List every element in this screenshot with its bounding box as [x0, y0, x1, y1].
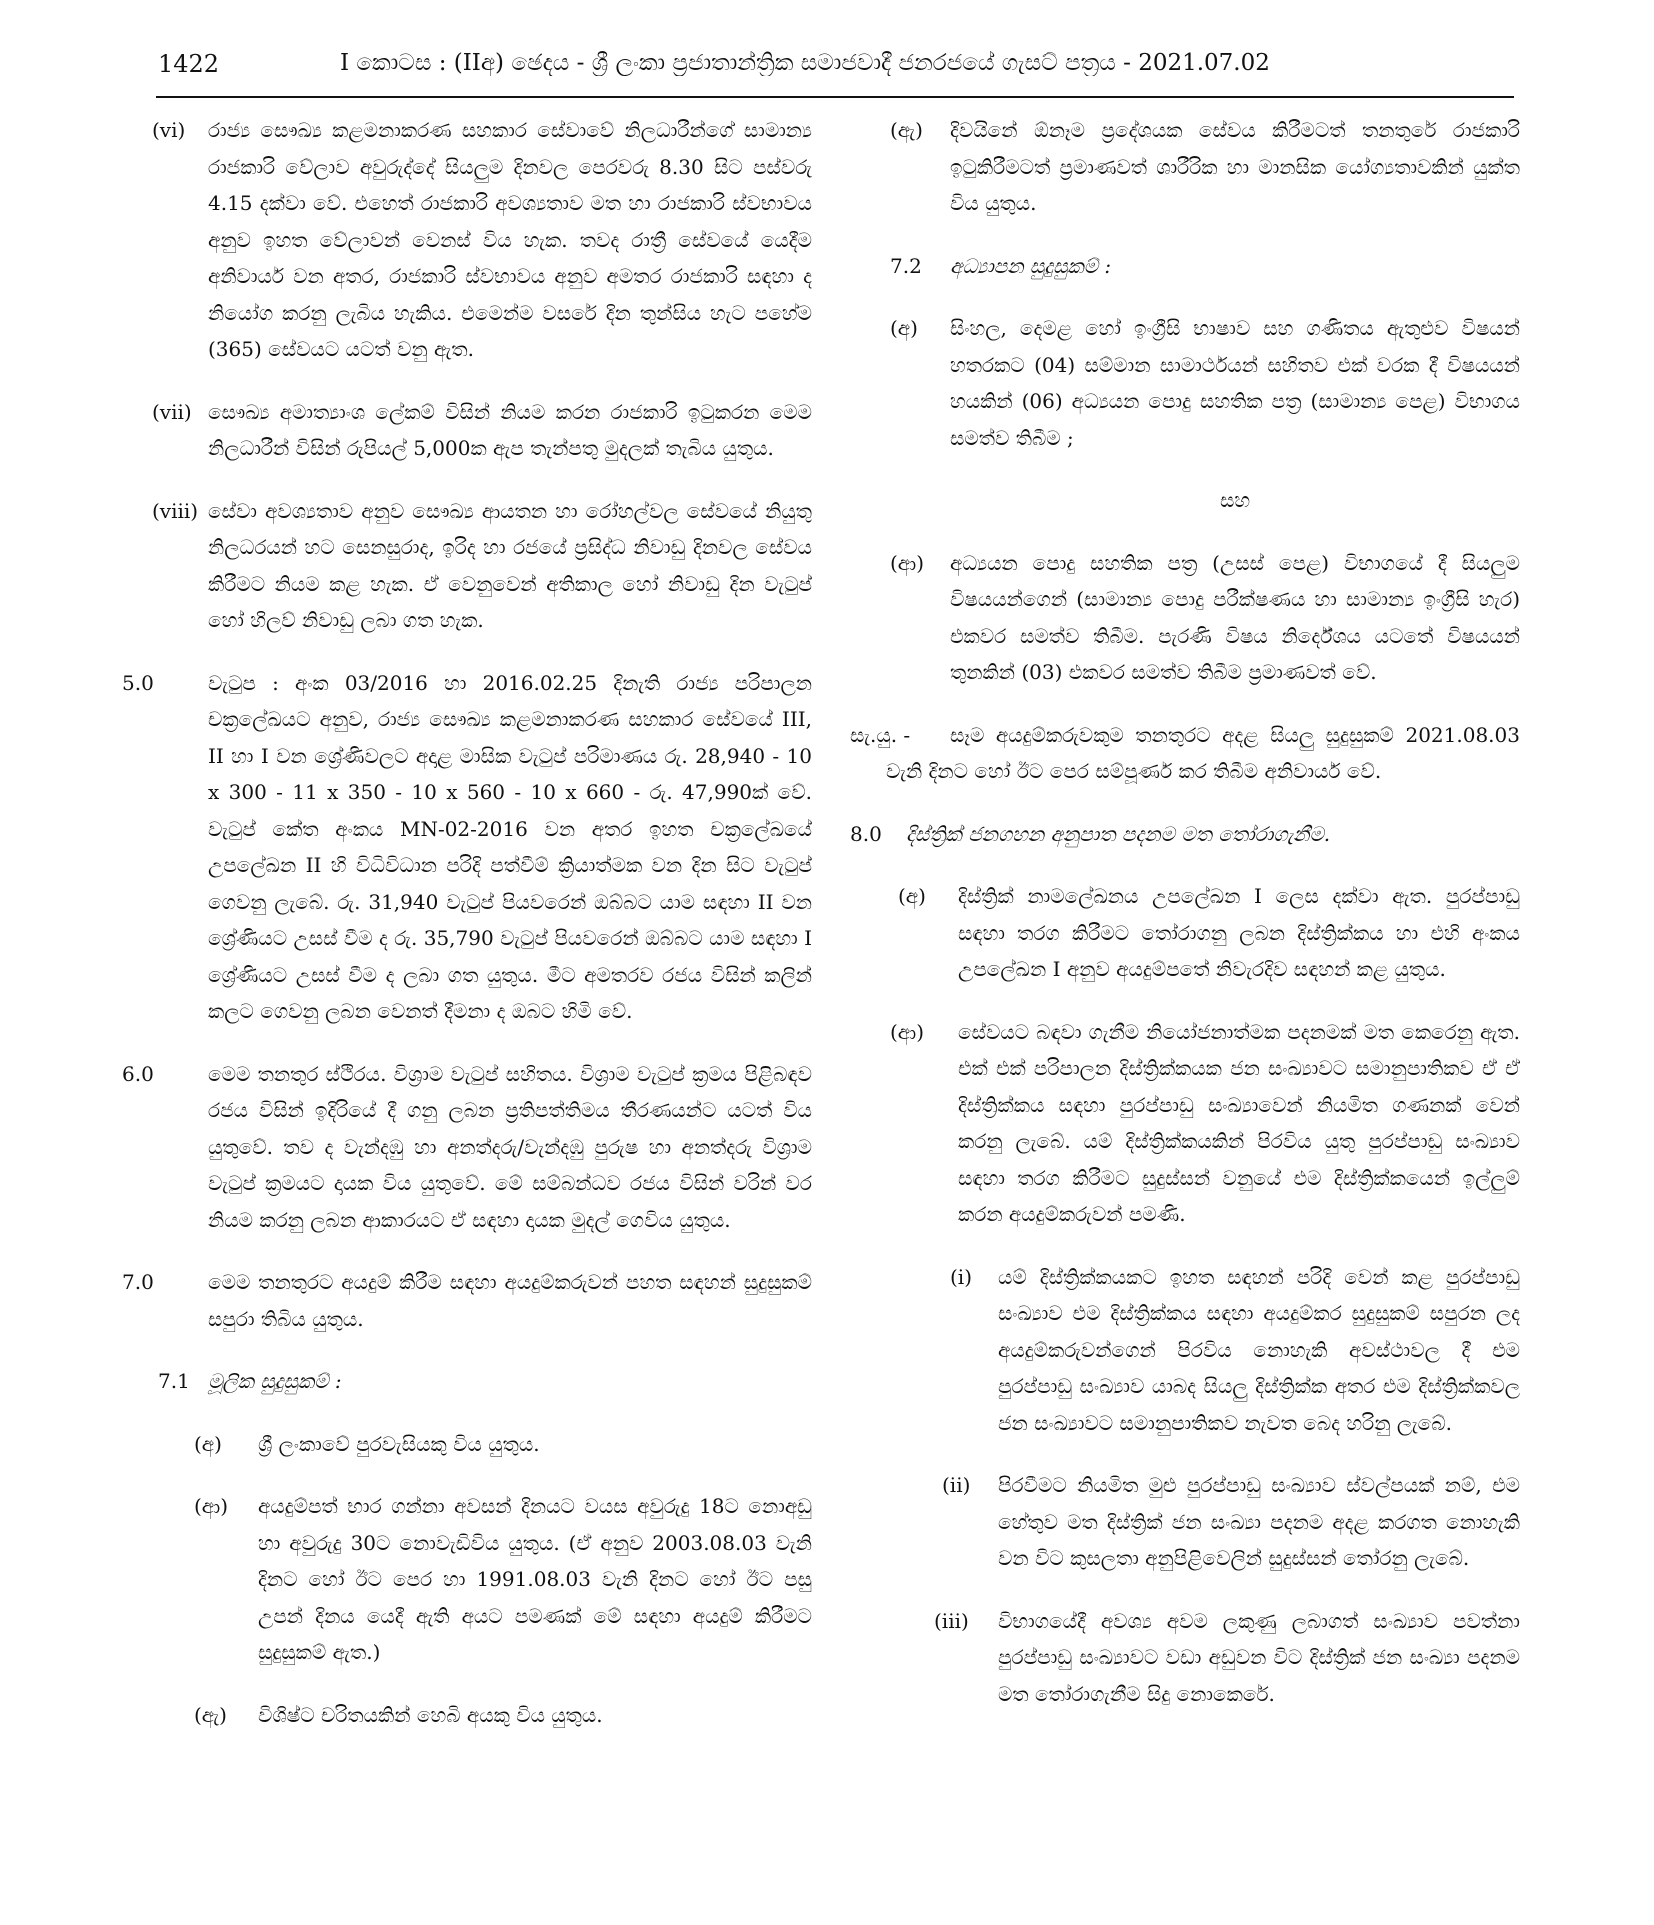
section-number: 6.0 [122, 1061, 154, 1086]
clause-label: (vii) [152, 399, 192, 424]
clause-ae-fitness [850, 112, 1520, 222]
clause-text: දිස්ත්‍රික් නාමලේඛනය උපලේඛන I ලෙස දක්වා ඇත. පුරප්පාඩු සඳහා තරග කිරීමට තෝරාගනු ලබන දිස්ත්‍රික්කය හා එහි අංකය උපලේඛන I අනුව අයදුම්පතේ නිවැරදිව සඳහන් කළ යුතුය. [958, 884, 1520, 981]
section-number: 7.0 [122, 1270, 154, 1294]
clause-label: (ආ) [890, 550, 925, 575]
section-text: වැටුප : අංක 03/2016 හා 2016.02.25 දිනැති රාජ්‍ය පරිපාලන චක්‍රලේඛයට අනුව, රාජ්‍ය සෞඛ්‍ය කළමනාකරණ සහකාර සේවයේ III, II හා I වන ශ්‍රේණිවලට අදාළ මාසික වැටුප් පරිමාණය රු. 28,940 - 10 x 300 - 11 x 350 - 10 x 560 - 10 x 660 - රු. 47,990ක් වේ. වැටුප් කේත අංකය MN-02-2016 වන අතර ඉහත චක්‍රලේඛයේ උපලේඛන II හි විධිවිධාන පරිදි පත්වීම් ක්‍රියාත්මක වන දින සිට වැටුප් ගෙවනු ලැබේ. රු. 31,940 වැටුප් පියවරෙන් ඔබ්බට යාම සඳහා II වන ශ්‍රේණියට උසස් වීම ද රු. 35,790 වැටුප් පියවරෙන් ඔබ්බට යාම සඳහා I ශ්‍රේණියට උසස් වීම ද ලබා ගත යුතුය. මීට අමතරව රජය විසින් කලින් කලට ගෙවනු ලබන වෙනත් දීමනා ද ඔබට හිමි වේ. [208, 670, 812, 1023]
subclause-iii [850, 1603, 1520, 1713]
clause-label: (vi) [152, 118, 186, 142]
left-column [122, 112, 812, 1759]
page-header [156, 44, 1514, 98]
section-7-1-basic [152, 1363, 812, 1400]
clause-text: සෞඛ්‍ය අමාත්‍යාංශ ලේකම් විසින් නියම කරන රාජකාරි ඉටුකරන මෙම නිලධාරීන් විසින් රුපියල් 5,000ක ඇප තැන්පතු මුදලක් තැබිය යුතුය. [208, 399, 812, 460]
clause-text: රාජ්‍ය සෞඛ්‍ය කළමනාකරණ සහකාර සේවාවේ නිලධාරීන්ගේ සාමාන්‍ය රාජකාරි වේලාව අවුරුද්දේ සියලුම දිනවල පෙරවරු 8.30 සිට පස්වරු 4.15 දක්වා වේ. එහෙත් රාජකාරි අවශ්‍යතාව මත හා රාජකාරි ස්වභාවය අනුව ඉහත වේලාවන් වෙනස් විය හැක. තවද රාත්‍රී සේවයේ යෙදීම අනිවාර්ය වන අතර, රාජකාරි ස්වභාවය අනුව අමතර රාජකාරි සඳහා ද නියෝග කරනු ලැබිය හැකිය. එමෙන්ම වසරේ දින තුන්සිය හැට පහේම (365) සේවයට යටත් වනු ඇත. [208, 118, 812, 361]
clause-label: (viii) [152, 498, 199, 523]
clause-vi [152, 112, 812, 368]
note [850, 717, 1520, 790]
clause-label: (අ) [890, 316, 918, 340]
section-number: 7.2 [890, 253, 922, 278]
subclause-i [850, 1259, 1520, 1442]
clause-text: අධ්‍යයන පොදු සහතික පත්‍ර (උසස් පෙළ) විභාගයේ දී සියලුම විෂයයන්ගෙන් (සාමාන්‍ය පොදු පරීක්ෂණය හා සාමාන්‍ය ඉංග්‍රීසි හැර) එකවර සමත්ව තිබීම. පැරණි විෂය නිර්දේශය යටතේ විෂයයන් තුනකින් (03) එකවර සමත්ව තිබීම ප්‍රමාණවත් වේ. [950, 550, 1520, 684]
clause-aa-representation [850, 1014, 1520, 1233]
clause-text: පිරවීමට නියමිත මුළු පුරප්පාඩු සංඛ්‍යාව ස්වල්පයක් නම්, එම හේතුව මත දිස්ත්‍රික් ජන සංඛ්‍යා පදනම අදළ කරගත නොහැකි වන විට කුසලතා අනුපිළිවෙලින් සුදුස්සන් තෝරනු ලැබේ. [998, 1473, 1520, 1570]
section-number: 8.0 [850, 821, 882, 846]
clause-label: (ආ) [890, 1019, 925, 1044]
section-6-permanent [122, 1056, 812, 1239]
page-number: 1422 [158, 50, 220, 78]
clause-text: සේවා අවශ්‍යතාව අනුව සෞඛ්‍ය ආයතන හා රෝහල්වල සේවයේ නියුතු නිලධරයන් හට සෙනසුරාද, ඉරිද හා රජයේ ප්‍රසිද්ධ නිවාඩු දිනවල සේවය කිරීමට නියම කළ හැක. ඒ වෙනුවෙන් අතිකාල හෝ නිවාඩු දින වැටුප් හෝ හිලව් නිවාඩු ලබා ගත හැක. [208, 498, 812, 632]
clause-text: සිංහල, දෙමළ හෝ ඉංග්‍රීසි භාෂාව සහ ගණිතය ඇතුළුව විෂයන් හතරකට (04) සම්මාන සාමාර්ථයන් සහිතව එක් වරක දී විෂයයන් හයකින් (06) අධ්‍යයන පොදු සහතික පත්‍ර (සාමාන්‍ය පෙළ) විභාගය සමත්ව තිබීම ; [950, 316, 1520, 450]
section-number: 7.1 [158, 1369, 190, 1393]
section-7-qualifications [122, 1264, 812, 1337]
clause-viii [152, 493, 812, 639]
right-column [850, 112, 1520, 1738]
section-text: මෙම තනතුර ස්ථිරය. විශ්‍රාම වැටුප් සහිතය. විශ්‍රාම වැටුප් ක්‍රමය පිළිබඳව රජය විසින් ඉදිරියේ දී ගනු ලබන ප්‍රතිපත්තිමය තීරණයන්ට යටත් විය යුතුවේ. තව ද වැන්දඹු හා අනත්දරු/වැන්දඹු පුරුෂ හා අනත්දරු විශ්‍රාම වැටුප් ක්‍රමයට දායක විය යුතුවේ. මේ සම්බන්ධව රජය විසින් වරින් වර නියම කරනු ලබන ආකාරයට ඒ සඳහා දායක මුදල් ගෙවිය යුතුය. [208, 1061, 812, 1232]
clause-text: විශිෂ්ට චරිතයකින් හෙබි අයකු විය යුතුය. [258, 1702, 603, 1727]
section-heading: දිස්ත්‍රික් ජනගහන අනුපාත පදනම මත තෝරාගැනීම. [906, 821, 1331, 846]
section-text: මෙම තනතුරට අයදුම් කිරීම සඳහා අයදුම්කරුවන් පහත සඳහන් සුදුසුකම් සපුරා තිබිය යුතුය. [208, 1270, 812, 1331]
clause-label: (අ) [194, 1431, 222, 1456]
clause-text: විභාගයේදී අවශ්‍ය අවම ලකුණු ලබාගත් සංඛ්‍යාව පවත්නා පුරප්පාඩු සංඛ්‍යාවට වඩා අඩුවන විට දිස්ත්‍රික් ජන සංඛ්‍යා පදනම මත තෝරාගැනීම සිදු නොකෙරේ. [998, 1608, 1520, 1706]
clause-text: සේවයට බඳවා ගැනීම නියෝජනාත්මක පදනමක් මත කෙරෙනු ඇත. එක් එක් පරිපාලන දිස්ත්‍රික්කයක ජන සංඛ්‍යාවට සමානුපාතිකව ඒ ඒ දිස්ත්‍රික්කය සඳහා පුරප්පාඩු සංඛ්‍යාවෙන් නියමිත ගණනක් වෙන් කරනු ලැබේ. යම් දිස්ත්‍රික්කයකින් පිරවිය යුතු පුරප්පාඩු සංඛ්‍යාව සඳහා තරග කිරීමට සුදුස්සන් වනුයේ එම දිස්ත්‍රික්කයෙන් ඉල්ලුම් කරන අයදුම්කරුවන් පමණි. [958, 1019, 1520, 1226]
note-label: සැ.යු. - [850, 722, 911, 747]
gazette-title: I කොටස : (IIඅ) ඡෙදය - ශ්‍රී ලංකා ප්‍රජාතාන්ත්‍රික සමාජවාදී ජනරජයේ ගැසට් පත්‍රය - 2021.07.02 [340, 50, 1270, 76]
clause-text: ශ්‍රී ලංකාවේ පුරවැසියකු විය යුතුය. [258, 1431, 540, 1456]
clause-a-citizen [152, 1426, 812, 1463]
section-5-salary [122, 665, 812, 1030]
clause-label: (iii) [934, 1608, 969, 1633]
clause-a-ol [850, 310, 1520, 456]
conjunction-and: සහ [1219, 488, 1251, 512]
clause-label: (i) [950, 1264, 973, 1289]
clause-aa-al [850, 545, 1520, 691]
clause-label: (ඇ) [890, 118, 923, 142]
clause-aa-age [152, 1488, 812, 1671]
subclause-ii [850, 1467, 1520, 1577]
clause-text: යම් දිස්ත්‍රික්කයකට ඉහත සඳහන් පරිදි වෙන් කළ පුරප්පාඩු සංඛ්‍යාව එම දිස්ත්‍රික්කය සඳහා අයදුම්කර සුදුසුකම් සපුරන ලද අයදුම්කරුවන්ගෙන් පිරවිය නොහැකි අවස්ථාවල දී එම පුරප්පාඩු සංඛ්‍යාව යාබද සියලු දිස්ත්‍රික්ක අතර එම දිස්ත්‍රික්කවල ජන සංඛ්‍යාවට සමානුපාතිකව නැවත බෙද හරිනු ලැබේ. [998, 1264, 1520, 1435]
clause-label: (ii) [942, 1473, 971, 1497]
clause-a-district-list [850, 878, 1520, 988]
clause-text: අයදුම්පත් භාර ගන්නා අවසන් දිනයට වයස අවුරුදු 18ට නොඅඩු හා අවුරුදු 30ට නොවැඩිවිය යුතුය. (ඒ අනුව 2003.08.03 වැනි දිනට හෝ ඊට පෙර හා 1991.08.03 වැනි දිනට හෝ ඊට පසු උපන් දිනය යෙදී ඇති අයට පමණක් මේ සඳහා අයදුම් කිරීමට සුදුසුකම් ඇත.) [258, 1494, 812, 1664]
section-number: 5.0 [122, 670, 154, 695]
clause-label: (අ) [898, 884, 926, 908]
clause-label: (ඇ) [194, 1702, 227, 1727]
clause-ae-character [152, 1697, 812, 1734]
section-heading: අධ්‍යාපන සුදුසුකම් : [950, 253, 1112, 278]
section-7-2-education [850, 248, 1520, 285]
clause-label: (ආ) [194, 1494, 229, 1518]
note-text: සෑම අයදුම්කරුවකුම තනතුරට අදළ සියලු සුදුසුකම් 2021.08.03 වැනි දිනට හෝ ඊට පෙර සම්පූර්ණ කර තිබීම අනිවාර්ය වේ. [886, 722, 1520, 783]
section-8-district [850, 816, 1520, 853]
clause-vii [152, 394, 812, 467]
section-heading: මූලික සුදුසුකම් : [208, 1369, 342, 1393]
clause-text: දිවයිනේ ඕනෑම ප්‍රදේශයක සේවය කිරීමටත් තනතුරේ රාජකාරි ඉටුකිරීමටත් ප්‍රමාණවත් ශාරීරික හා මානසික යෝග්‍යතාවකින් යුක්ත විය යුතුය. [950, 118, 1520, 215]
